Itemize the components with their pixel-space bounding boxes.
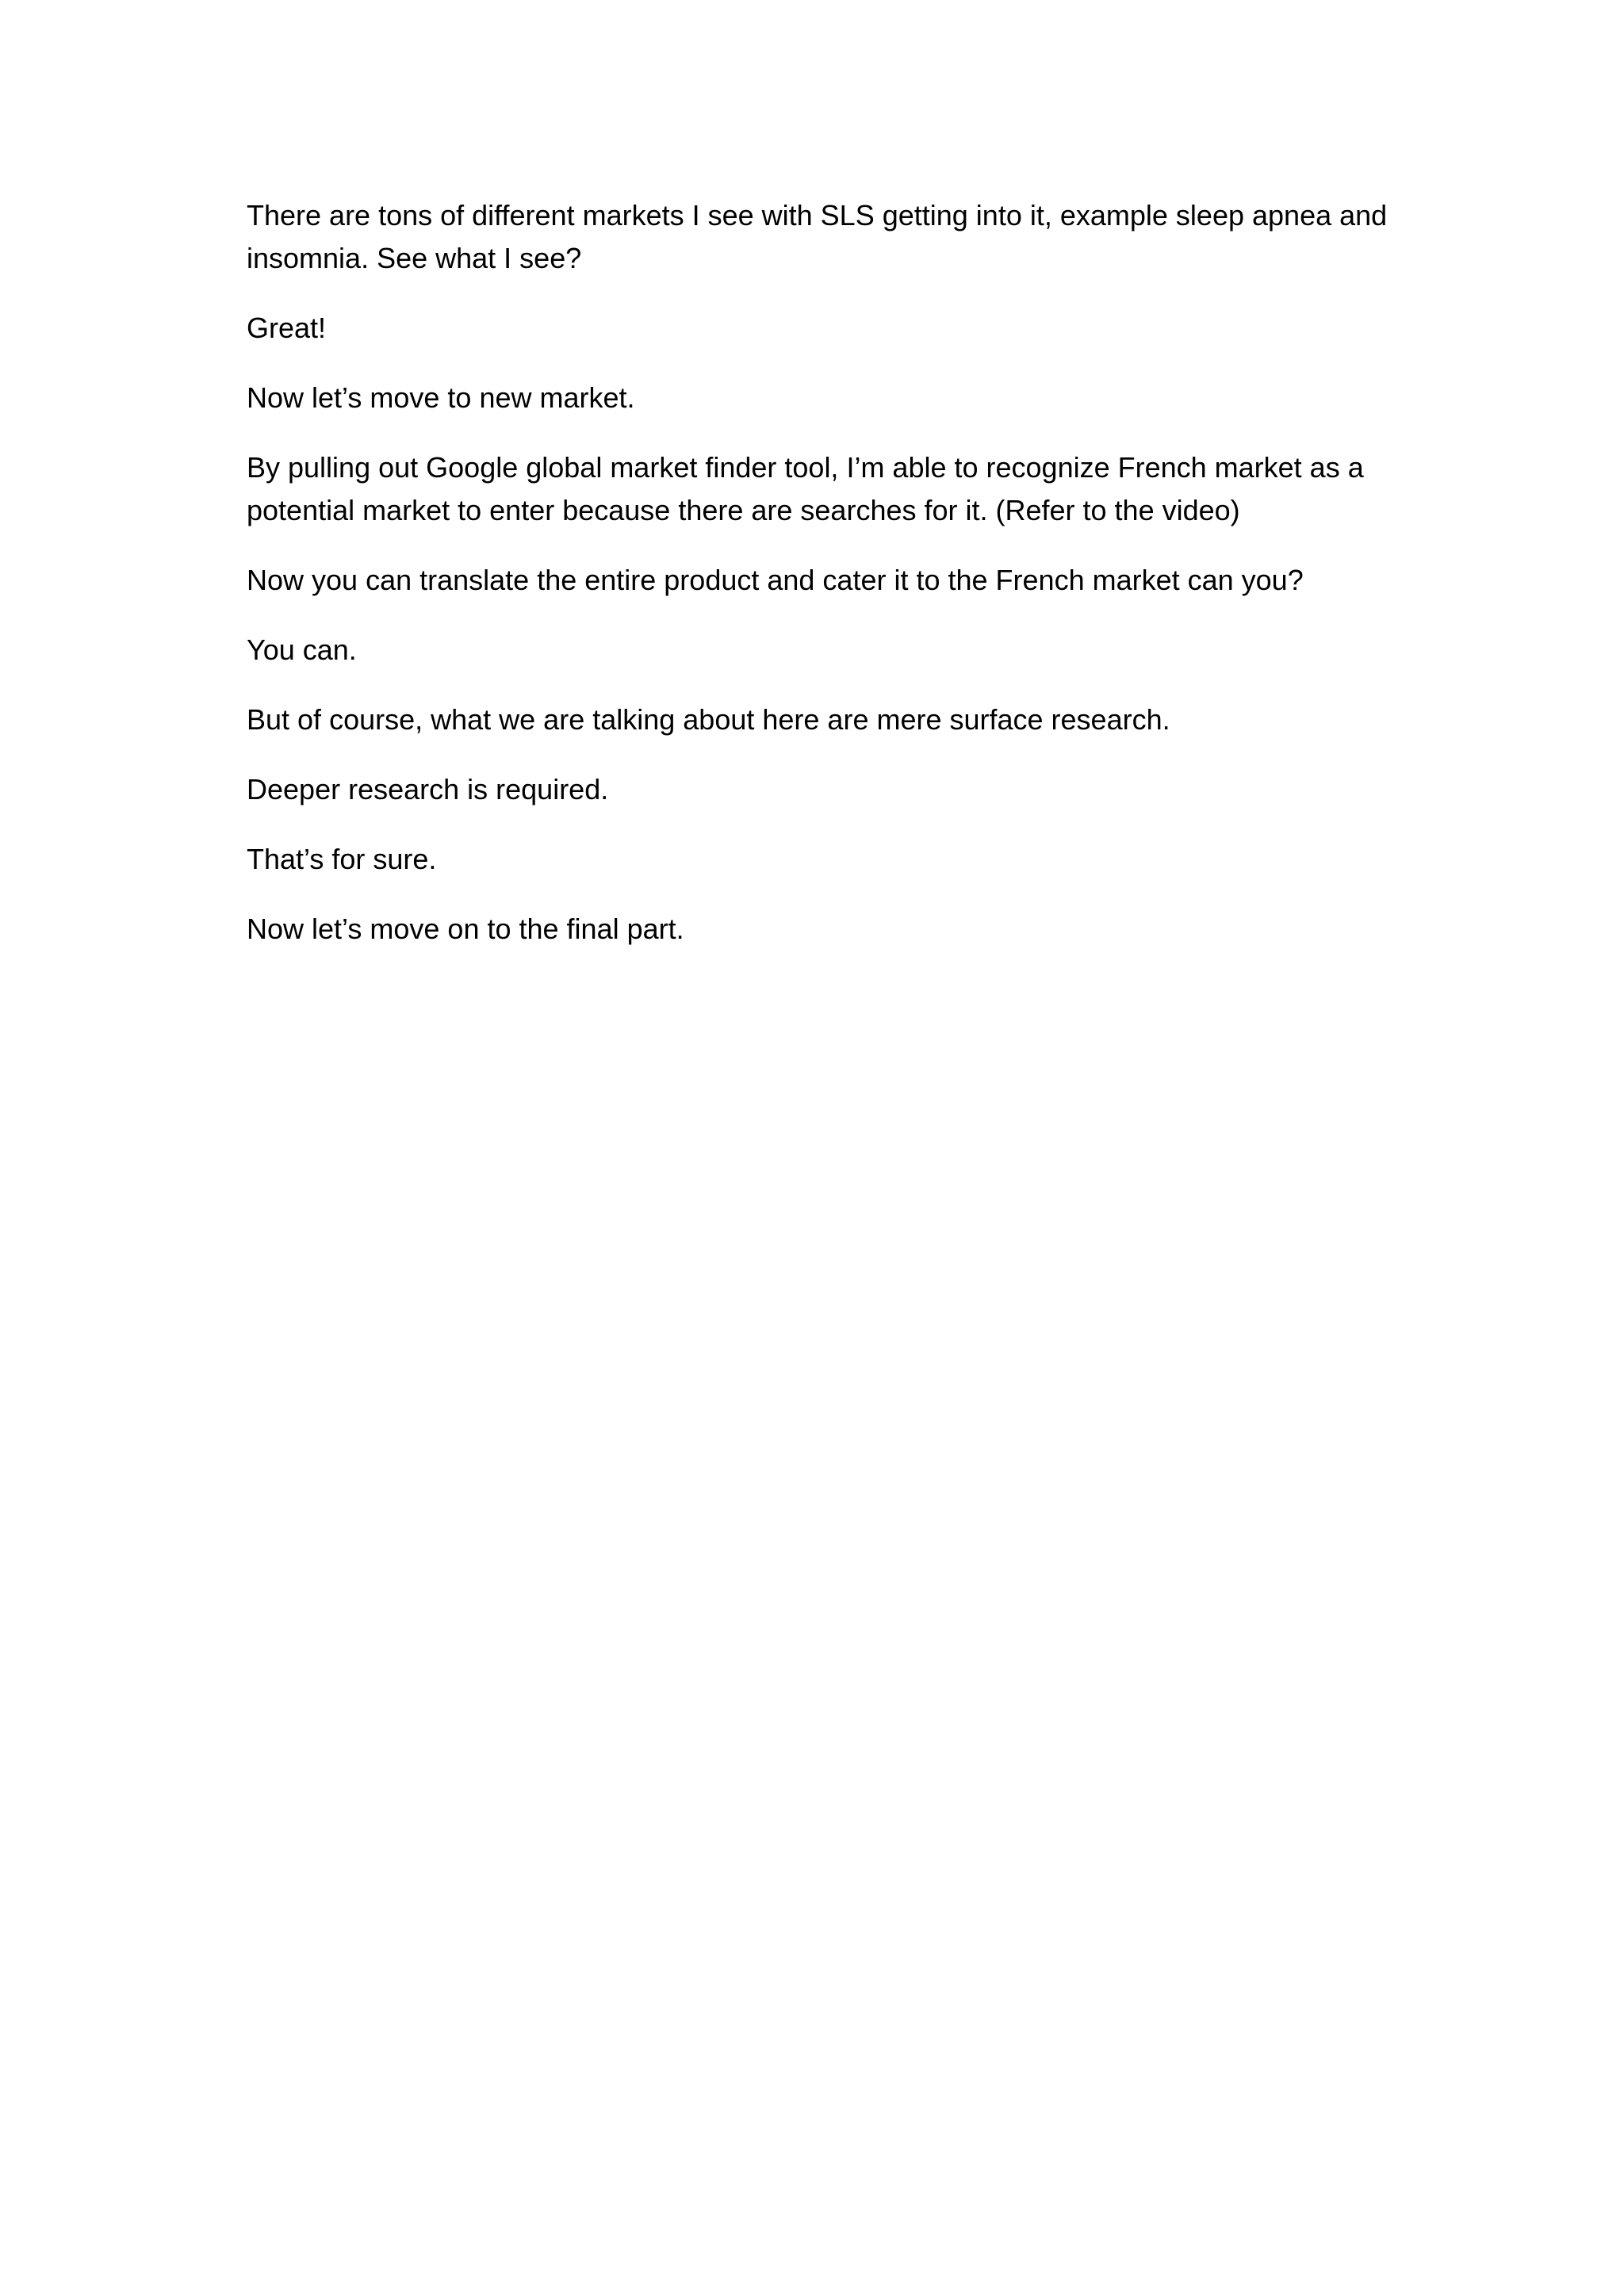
paragraph-3: Now let’s move to new market. [247,381,635,414]
paragraph-5: Now you can translate the entire product and cater it to the French market can you? [247,564,1304,596]
paragraph-4: By pulling out Google global market finder tool, I’m able to recognize French market as a potential market to enter because there are searches for it. (Refer to the video) [247,451,1364,526]
paragraph-1: There are tons of different markets I see with SLS getting into it, example sleep apnea and insomnia. See what I see? [247,199,1388,274]
paragraph-7: But of course, what we are talking about here are mere surface research. [247,703,1170,736]
paragraph-2: Great! [247,312,327,344]
paragraph-8: Deeper research is required. [247,773,609,806]
paragraph-10: Now let’s move on to the final part. [247,913,684,945]
document-body [247,194,1388,978]
paragraph-6: You can. [247,633,357,666]
paragraph-9: That’s for sure. [247,843,437,875]
